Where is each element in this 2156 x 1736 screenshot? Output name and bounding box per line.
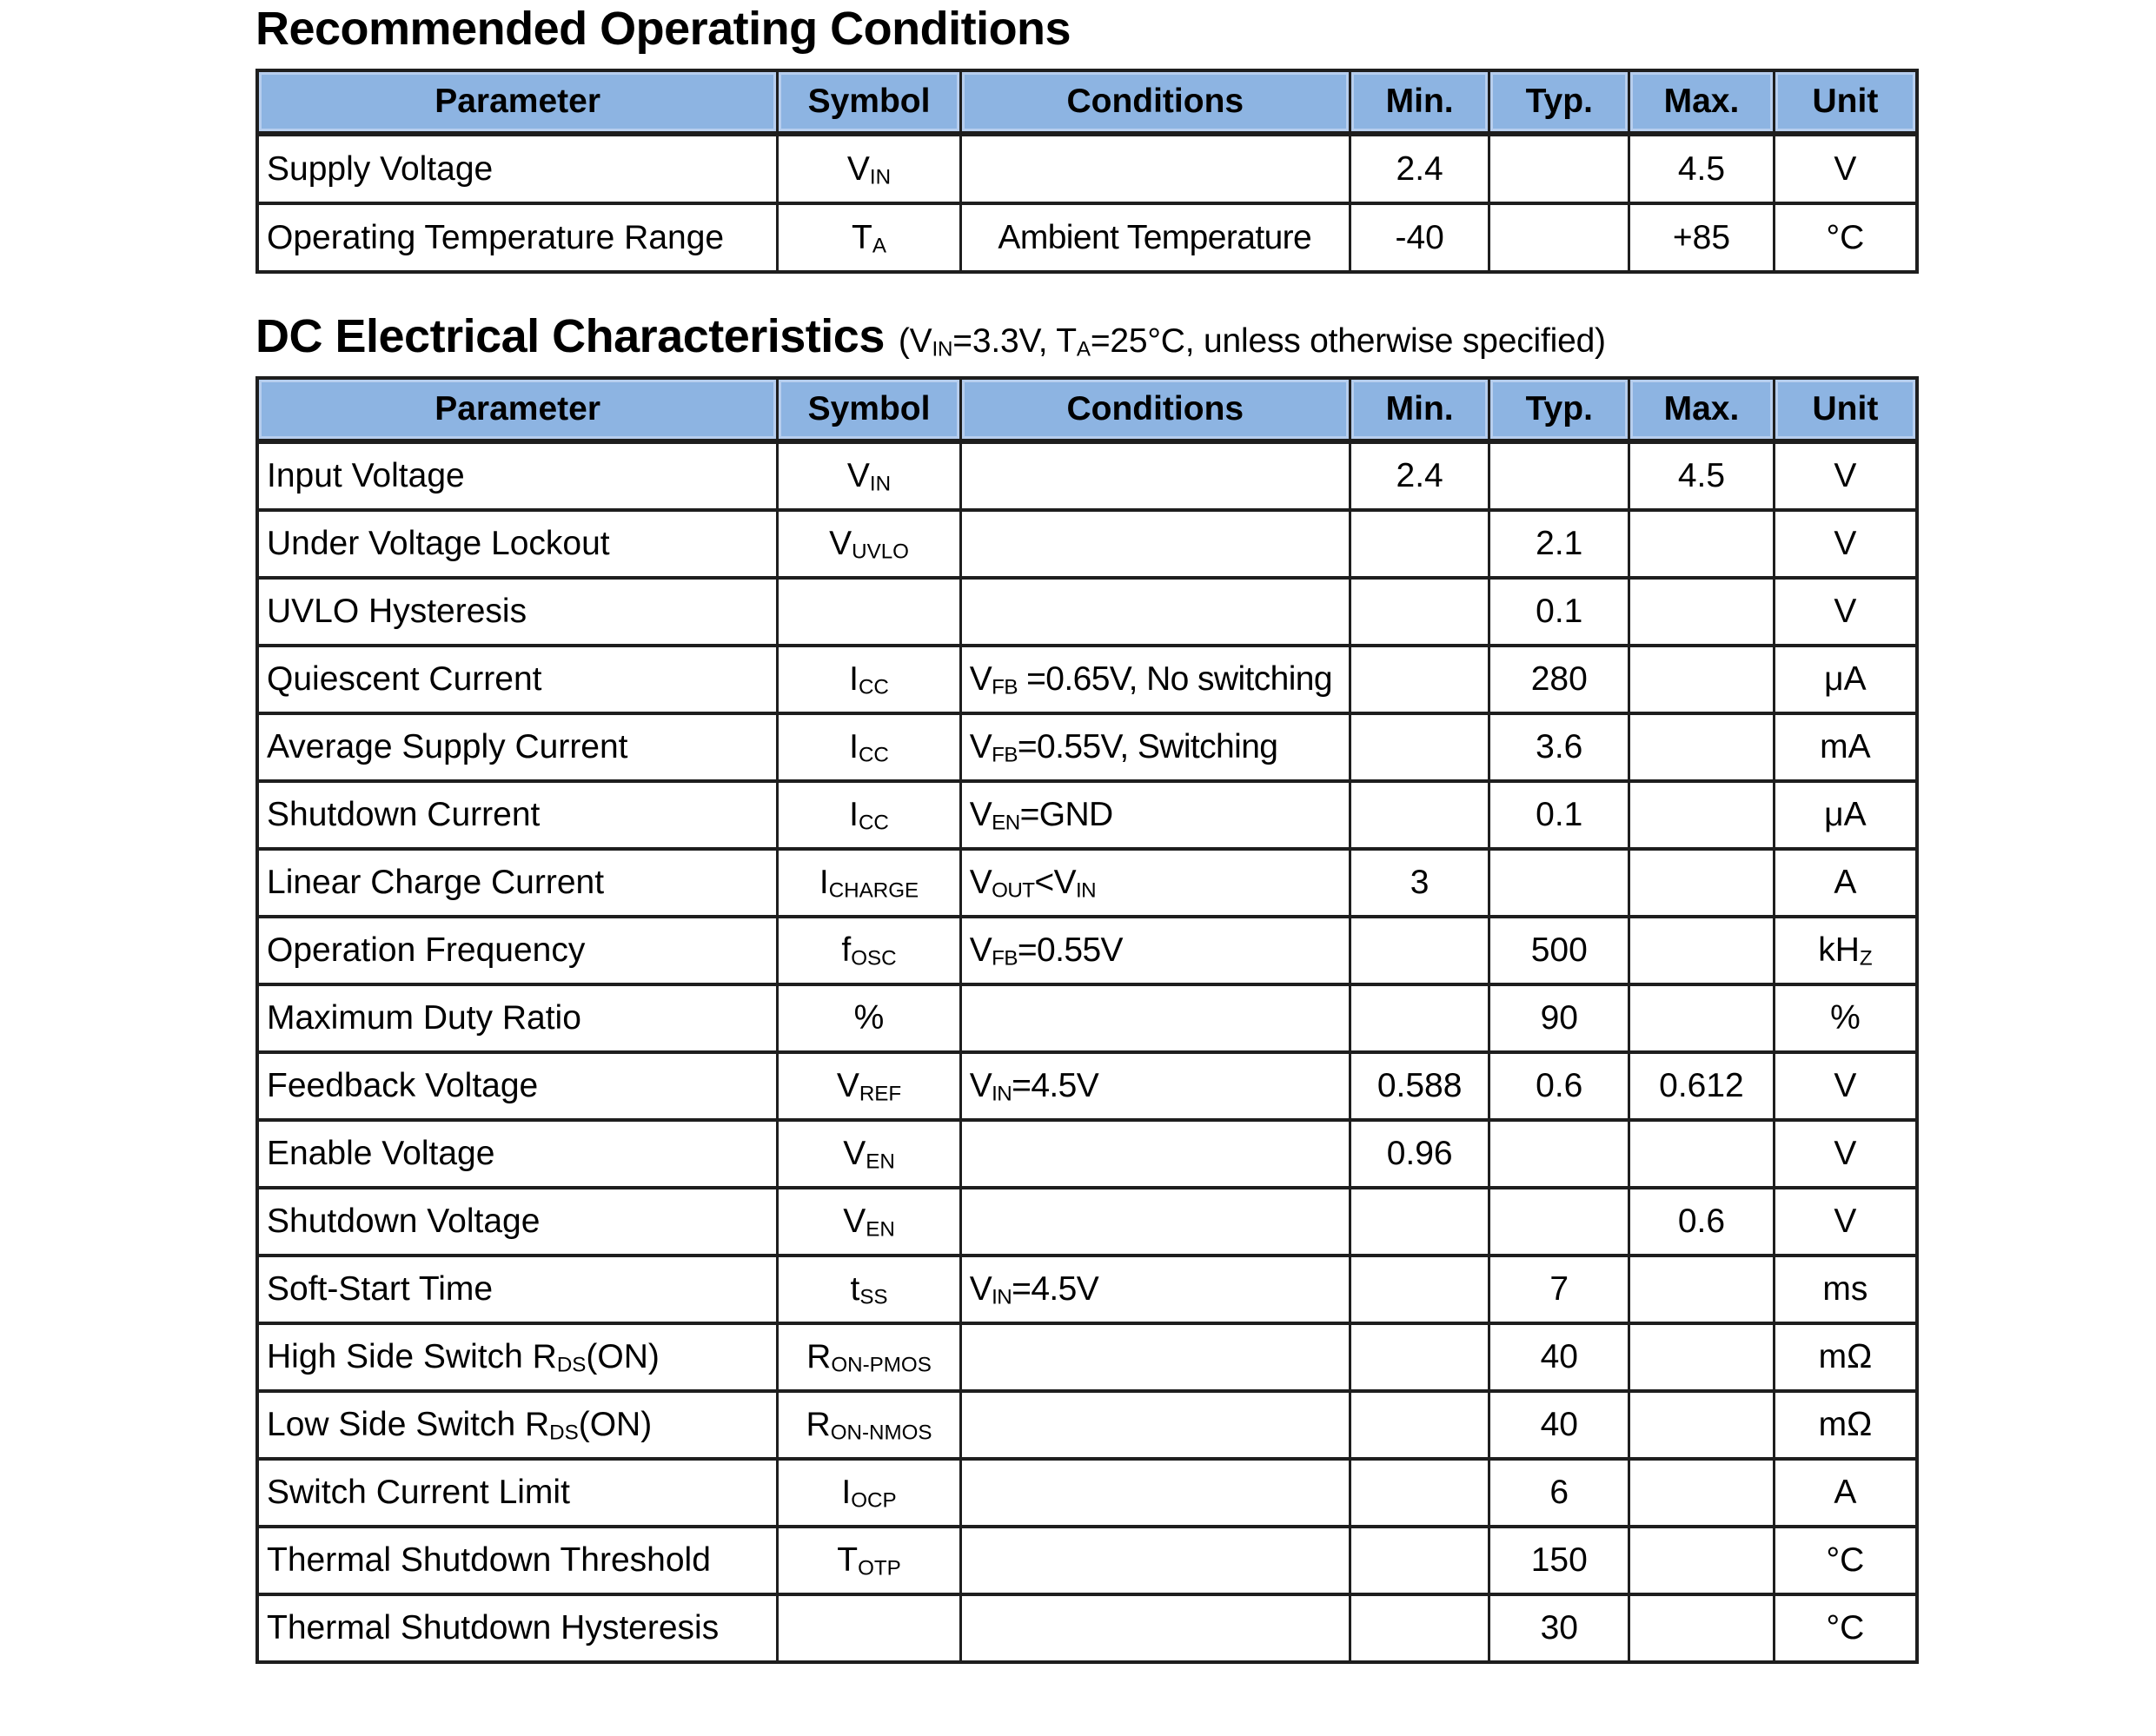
- cell-symbol: $T_{OTP}$: [778, 1527, 960, 1594]
- cell-parameter: Shutdown Current: [257, 781, 778, 849]
- column-header-max: Max.: [1629, 70, 1775, 134]
- cell-typ: 40: [1489, 1391, 1629, 1459]
- column-header-typ: Typ.: [1489, 70, 1629, 134]
- cell-typ: [1489, 1120, 1629, 1188]
- column-header-conditions: Conditions: [960, 70, 1350, 134]
- cell-typ: 3.6: [1489, 713, 1629, 781]
- cell-unit: A: [1774, 1459, 1917, 1527]
- cell-max: [1629, 1256, 1775, 1323]
- cell-min: [1350, 917, 1489, 984]
- column-header-symbol: Symbol: [778, 70, 960, 134]
- cell-min: [1350, 1256, 1489, 1323]
- table-row: [257, 1256, 1917, 1323]
- page-title: Recommended Operating Conditions: [255, 3, 1071, 55]
- cell-max: +85: [1629, 203, 1775, 272]
- cell-conditions: [960, 1188, 1350, 1256]
- cell-unit: V: [1774, 1052, 1917, 1120]
- column-header-symbol: Symbol: [778, 378, 960, 441]
- cell-parameter: Soft-Start Time: [257, 1256, 778, 1323]
- cell-symbol: [778, 1594, 960, 1662]
- cell-symbol: $V_{REF}$: [778, 1052, 960, 1120]
- cell-min: [1350, 1188, 1489, 1256]
- cell-typ: 6: [1489, 1459, 1629, 1527]
- table-row: [257, 646, 1917, 713]
- cell-conditions: [960, 441, 1350, 510]
- cell-min: 2.4: [1350, 441, 1489, 510]
- cell-parameter: High Side Switch $R_{DS}(ON)$: [257, 1323, 778, 1391]
- page-title: DC Electrical Characteristics: [255, 310, 885, 362]
- column-header-min: Min.: [1350, 378, 1489, 441]
- column-header-unit: Unit: [1774, 378, 1917, 441]
- cell-parameter: Operating Temperature Range: [257, 203, 778, 272]
- cell-unit: V: [1774, 441, 1917, 510]
- column-header-max: Max.: [1629, 378, 1775, 441]
- cell-max: [1629, 984, 1775, 1052]
- recommended-operating-conditions-table: [255, 69, 1919, 274]
- cell-typ: 90: [1489, 984, 1629, 1052]
- cell-symbol: $V_{EN}$: [778, 1188, 960, 1256]
- table-row: [257, 1527, 1917, 1594]
- column-header-parameter: Parameter: [257, 70, 778, 134]
- cell-parameter: UVLO Hysteresis: [257, 578, 778, 646]
- cell-conditions: $V_{IN}=4.5V$: [960, 1052, 1350, 1120]
- cell-unit: V: [1774, 510, 1917, 578]
- column-header-unit: Unit: [1774, 70, 1917, 134]
- cell-typ: [1489, 849, 1629, 917]
- cell-typ: 150: [1489, 1527, 1629, 1594]
- cell-min: -40: [1350, 203, 1489, 272]
- table-row: [257, 917, 1917, 984]
- dc-electrical-characteristics-table: [255, 376, 1919, 1664]
- cell-parameter: Thermal Shutdown Hysteresis: [257, 1594, 778, 1662]
- cell-conditions: $V_{FB}=0.55V$, Switching: [960, 713, 1350, 781]
- cell-parameter: Switch Current Limit: [257, 1459, 778, 1527]
- cell-max: [1629, 781, 1775, 849]
- cell-conditions: [960, 578, 1350, 646]
- table-row: [257, 578, 1917, 646]
- cell-max: [1629, 1459, 1775, 1527]
- table-row: [257, 781, 1917, 849]
- cell-parameter: Shutdown Voltage: [257, 1188, 778, 1256]
- cell-min: 2.4: [1350, 134, 1489, 203]
- cell-typ: 40: [1489, 1323, 1629, 1391]
- cell-max: [1629, 510, 1775, 578]
- cell-unit: °C: [1774, 1594, 1917, 1662]
- cell-max: [1629, 713, 1775, 781]
- table-row: [257, 441, 1917, 510]
- cell-conditions: [960, 1459, 1350, 1527]
- table-row: [257, 1323, 1917, 1391]
- cell-typ: 7: [1489, 1256, 1629, 1323]
- cell-max: [1629, 917, 1775, 984]
- cell-min: 3: [1350, 849, 1489, 917]
- column-header-parameter: Parameter: [257, 378, 778, 441]
- cell-parameter: Supply Voltage: [257, 134, 778, 203]
- cell-conditions: [960, 984, 1350, 1052]
- cell-unit: mΩ: [1774, 1323, 1917, 1391]
- cell-conditions: [960, 1323, 1350, 1391]
- cell-parameter: Average Supply Current: [257, 713, 778, 781]
- cell-max: 4.5: [1629, 441, 1775, 510]
- section-header-recommended-operating-conditions: [255, 3, 1071, 55]
- cell-min: [1350, 1459, 1489, 1527]
- cell-unit: °C: [1774, 1527, 1917, 1594]
- header-row: [257, 378, 1917, 441]
- column-header-conditions: Conditions: [960, 378, 1350, 441]
- cell-max: [1629, 849, 1775, 917]
- cell-max: [1629, 1594, 1775, 1662]
- cell-max: [1629, 1391, 1775, 1459]
- cell-conditions: Ambient Temperature: [960, 203, 1350, 272]
- cell-conditions: [960, 510, 1350, 578]
- table-row: [257, 1052, 1917, 1120]
- cell-min: [1350, 1594, 1489, 1662]
- cell-typ: 0.1: [1489, 578, 1629, 646]
- cell-symbol: $T_A$: [778, 203, 960, 272]
- cell-typ: [1489, 203, 1629, 272]
- cell-parameter: Quiescent Current: [257, 646, 778, 713]
- cell-max: [1629, 578, 1775, 646]
- cell-symbol: $V_{IN}$: [778, 134, 960, 203]
- cell-parameter: Low Side Switch $R_{DS}(ON)$: [257, 1391, 778, 1459]
- cell-symbol: $I_{OCP}$: [778, 1459, 960, 1527]
- table-row: [257, 510, 1917, 578]
- cell-unit: $kH_Z$: [1774, 917, 1917, 984]
- cell-symbol: $I_{CC}$: [778, 713, 960, 781]
- table-row: [257, 1120, 1917, 1188]
- cell-parameter: Maximum Duty Ratio: [257, 984, 778, 1052]
- column-header-typ: Typ.: [1489, 378, 1629, 441]
- cell-min: [1350, 713, 1489, 781]
- cell-min: [1350, 1391, 1489, 1459]
- cell-min: 0.588: [1350, 1052, 1489, 1120]
- cell-parameter: Input Voltage: [257, 441, 778, 510]
- cell-conditions: [960, 134, 1350, 203]
- cell-symbol: $f_{OSC}$: [778, 917, 960, 984]
- cell-symbol: [778, 578, 960, 646]
- table-row: [257, 713, 1917, 781]
- table-row: [257, 1188, 1917, 1256]
- cell-unit: μA: [1774, 646, 1917, 713]
- cell-unit: mA: [1774, 713, 1917, 781]
- cell-typ: 280: [1489, 646, 1629, 713]
- table-row: [257, 849, 1917, 917]
- column-header-min: Min.: [1350, 70, 1489, 134]
- table-row: [257, 1391, 1917, 1459]
- cell-min: 0.96: [1350, 1120, 1489, 1188]
- section-header-dc-electrical-characteristics: [255, 311, 1606, 362]
- cell-max: [1629, 1527, 1775, 1594]
- cell-unit: μA: [1774, 781, 1917, 849]
- cell-typ: 0.6: [1489, 1052, 1629, 1120]
- table-row: [257, 1594, 1917, 1662]
- cell-min: [1350, 578, 1489, 646]
- cell-symbol: $V_{IN}$: [778, 441, 960, 510]
- section-subtitle: ($V_{IN}=3.3V$, $T_A=25^\circ C$, unless otherwise specified): [898, 322, 1606, 361]
- cell-unit: V: [1774, 134, 1917, 203]
- cell-max: [1629, 646, 1775, 713]
- cell-symbol: $V_{UVLO}$: [778, 510, 960, 578]
- table-row: [257, 984, 1917, 1052]
- cell-max: [1629, 1323, 1775, 1391]
- cell-conditions: $V_{FB}=0.55V$: [960, 917, 1350, 984]
- header-row: [257, 70, 1917, 134]
- cell-conditions: $V_{FB} =0.65V$, No switching: [960, 646, 1350, 713]
- cell-conditions: $V_{OUT}<V_{IN}$: [960, 849, 1350, 917]
- cell-unit: A: [1774, 849, 1917, 917]
- cell-max: [1629, 1120, 1775, 1188]
- cell-typ: [1489, 134, 1629, 203]
- cell-parameter: Under Voltage Lockout: [257, 510, 778, 578]
- cell-conditions: [960, 1120, 1350, 1188]
- table-row: [257, 1459, 1917, 1527]
- cell-typ: [1489, 441, 1629, 510]
- cell-min: [1350, 646, 1489, 713]
- cell-parameter: Enable Voltage: [257, 1120, 778, 1188]
- cell-conditions: $V_{EN}=GND$: [960, 781, 1350, 849]
- cell-typ: 0.1: [1489, 781, 1629, 849]
- cell-symbol: %: [778, 984, 960, 1052]
- table-row: [257, 203, 1917, 272]
- cell-unit: ms: [1774, 1256, 1917, 1323]
- cell-symbol: $V_{EN}$: [778, 1120, 960, 1188]
- cell-unit: V: [1774, 1120, 1917, 1188]
- cell-typ: 2.1: [1489, 510, 1629, 578]
- cell-parameter: Linear Charge Current: [257, 849, 778, 917]
- cell-conditions: [960, 1391, 1350, 1459]
- cell-unit: %: [1774, 984, 1917, 1052]
- cell-parameter: Thermal Shutdown Threshold: [257, 1527, 778, 1594]
- cell-unit: °C: [1774, 203, 1917, 272]
- cell-parameter: Operation Frequency: [257, 917, 778, 984]
- cell-min: [1350, 984, 1489, 1052]
- cell-min: [1350, 1527, 1489, 1594]
- cell-symbol: $I_{CC}$: [778, 646, 960, 713]
- cell-unit: mΩ: [1774, 1391, 1917, 1459]
- cell-parameter: Feedback Voltage: [257, 1052, 778, 1120]
- cell-symbol: $I_{CHARGE}$: [778, 849, 960, 917]
- cell-typ: 30: [1489, 1594, 1629, 1662]
- cell-conditions: [960, 1594, 1350, 1662]
- cell-min: [1350, 1323, 1489, 1391]
- cell-conditions: [960, 1527, 1350, 1594]
- cell-symbol: $t_{SS}$: [778, 1256, 960, 1323]
- cell-typ: [1489, 1188, 1629, 1256]
- cell-min: [1350, 510, 1489, 578]
- cell-symbol: $I_{CC}$: [778, 781, 960, 849]
- cell-max: 0.6: [1629, 1188, 1775, 1256]
- table-row: [257, 134, 1917, 203]
- cell-unit: V: [1774, 578, 1917, 646]
- cell-symbol: $R_{ON-NMOS}$: [778, 1391, 960, 1459]
- cell-typ: 500: [1489, 917, 1629, 984]
- cell-symbol: $R_{ON-PMOS}$: [778, 1323, 960, 1391]
- cell-min: [1350, 781, 1489, 849]
- cell-max: 4.5: [1629, 134, 1775, 203]
- cell-unit: V: [1774, 1188, 1917, 1256]
- cell-conditions: $V_{IN}=4.5V$: [960, 1256, 1350, 1323]
- cell-max: 0.612: [1629, 1052, 1775, 1120]
